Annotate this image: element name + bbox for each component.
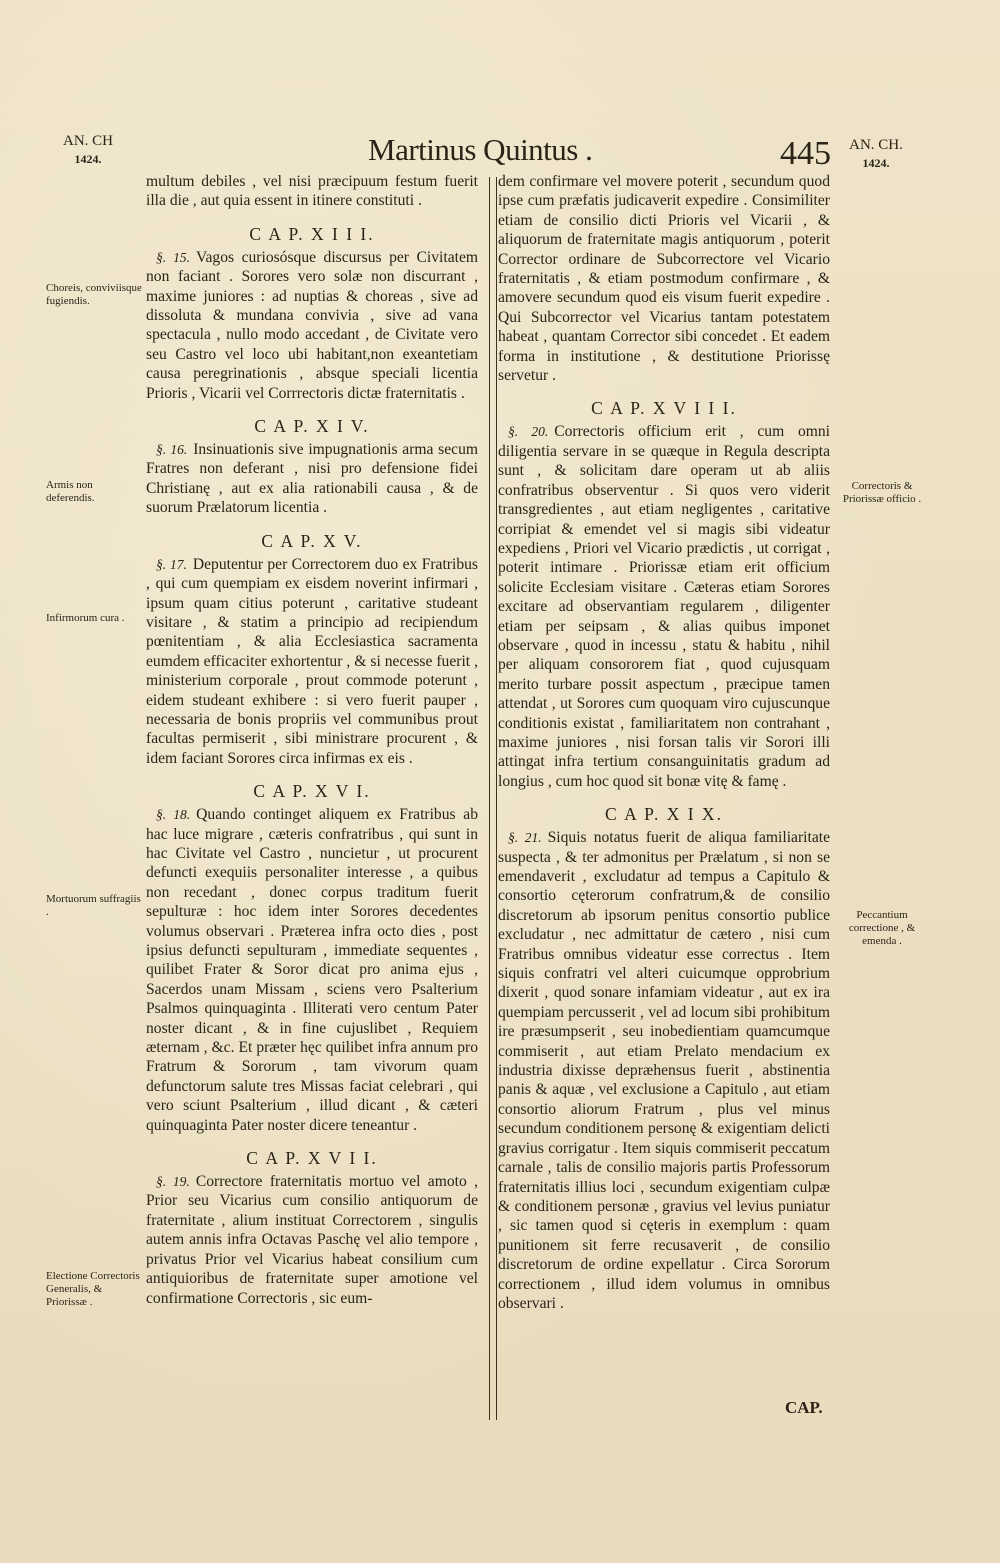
paragraph-text: Correctore fraternitatis mortuo vel amoto , Prior seu Vicarius cum consilio antiquorum de fraternitate , alium instituat Correctorem , singulis autem annis infra Octavas Paschę vel alio tempore , privatus Prior vel Vicarius habeat consilium cum antiquioribus de fraternitate super amotione vel confirmatione Correctoris , sic eum- — [146, 1173, 478, 1307]
paragraph-text: Deputentur per Correctorem duo ex Fratribus , qui cum quempiam ex eisdem noverint infirmari , ipsum quam citius poterunt , caritative studeant visitare , & statim a principio ad recipiendum pœnitentiam , & alia Ecclesiastica sacramenta eumdem efficaciter exhortentur , & si necesse fuerit , ministerium corporale , prout commode poterunt , eidem studeant exhibere : si vero fuerit pauper , necessaria de bonis propriis vel communibus prout facultas permiserit , sibi ministrare procurent , & idem faciant Sorores circa infirmas ex eis . — [146, 555, 478, 767]
margin-note-mortuorum: Mortuorum suffragiis . — [46, 893, 141, 918]
margin-note-choreis: Choreis, conviviisque fugiendis. — [46, 282, 142, 307]
page-title: Martinus Quintus . — [368, 132, 593, 167]
section-number: §. 16. — [156, 442, 188, 458]
anno-christi-label: AN. CH. — [849, 137, 903, 153]
paragraph — [146, 248, 478, 403]
margin-note-infirmorum: Infirmorum cura . — [46, 612, 125, 624]
catchword: CAP. — [785, 1398, 823, 1417]
paragraph — [146, 805, 478, 1135]
paragraph-text: Correctoris officium erit , cum omni diligentia servare in se quæque in Regula descripta sunt , & solicitam dare operam ut ab aliis confratribus observentur . Si quos vero viderit transgredientes , aut etiam negligentes , caritative corripiat & emendet vel si magis sibi videatur expediens , Priori vel Vicario prædictis , ut corrigat , poterit intimare . Priorissæ etiam erit officium solicite Ecclesiam visitare . Cæteras etiam Sorores excitare ad observantiam regularem , diligenter etiam per seipsam , & alias quibus imponet observare , quod in incessu , statu & habitu , nihil per aliquam consororem fiat , quod cujusquam merito turbare possit aspectum , præcipue tamen attendat , ut Sorores cum quoquam viro cujuscunque conditionis existat , familiaritatem non contrahant , maxime juniores , nisi forsan talis vir Sorori illi attingat infra tertium consanguinitatis gradum ad longius , cum hoc quod sit bonæ vitę & famę . — [498, 423, 831, 790]
paragraph: multum debiles , vel nisi præcipuum festum fuerit illa die , aut quia essent in itinere constituti . — [146, 173, 478, 210]
paragraph — [146, 440, 478, 518]
left-column — [146, 172, 478, 1308]
paragraph — [146, 1172, 478, 1308]
paragraph — [498, 422, 830, 791]
running-head-right — [836, 136, 916, 172]
chapter-heading: C A P. X V I I. — [246, 1148, 378, 1169]
margin-note-correctoris: Correctoris & Priorissæ officio . — [842, 480, 922, 505]
section-number: §. 17. — [156, 556, 187, 572]
chapter-heading: C A P. X I X. — [605, 804, 723, 825]
anno-christi-label: AN. CH — [62, 133, 113, 149]
page-number: 445 — [780, 135, 831, 172]
section-number: §. 19. — [156, 1174, 190, 1190]
paragraph: dem confirmare vel movere poterit , secundum quod ipse cum præfatis judicaverit expedire . Consimiliter etiam de consilio dicti Prioris vel Vicarii , & aliquorum de fraternitate magis antiquorum , poterit Corrector ordinare de Subcorrectore vel Vicario fraternitatis , & etiam postmodum confirmare , & amovere secundum quod eis visum fuerit expedire . Qui Subcorrector vel Vicarius tantam potestatem habeat , quantam Corrector sibi concedet . Et eadem forma in institutione , & destitutione Priorissę servetur . — [498, 173, 830, 385]
column-divider — [489, 177, 497, 1420]
right-column — [498, 172, 830, 1313]
section-number: §. 18. — [156, 807, 191, 823]
paragraph-text: Quando continget aliquem ex Fratribus ab hac luce migrare , cæteris confratribus , qui sunt in hac Civitate vel Castro , nuncietur , ut procurent defuncti exequiis personaliter interesse , a quibus non recedant , donec corpus traditum fuerit sepulturæ : hoc idem inter Sorores decedentes volumus observari . Præterea infra octo dies , post ipsius defuncti sepulturam , immediate sequentes , quilibet Frater & Soror dicat pro anima ejus , Sacerdos unam Missam , sciens vero Psalterium Psalmos quinquaginta . Illiterati vero centum Pater noster dicant , & in fine cujuslibet , Requiem æternam , &c. Et præter hęc quilibet infra annum pro Fratrum & Sororum , tam vivorum quam defunctorum salute tres Missas faciat celebrari , qui vero sciunt Psalterium , illud dicant , & cæteri quinquaginta Pater noster dicere teneantur . — [146, 806, 478, 1134]
section-number: §. 20. — [508, 424, 549, 440]
paragraph-text: Siquis notatus fuerit de aliqua familiaritate suspecta , & ter admonitus per Prælatum , si non se emendaverit , excludatur ad tempus a Capitulo & consortio cęterorum confratrum,& de consilio discretorum ab ipsorum penitus consortio publice excludatur , nec admittatur de cætero , nisi cum Fratribus omnibus videatur esse correctus . Item siquis confratri vel alteri cuicumque opprobrium dixerit , quod sonare infamiam videatur , aut ex ira quempiam percusserit , vel ad locum sibi prohibitum ire præsumpserit , seu inobedientiam quamcumque commiserit , aut etiam Prelato mendacium ex industria dixisse depræhensus fuerit , abstinentia panis & aquæ , vel exclusione a Capitulo , aut etiam consortio aliorum Fratrum , plus vel minus secundum conditionem personę & exigentiam delicti gravius corrigatur . Item siquis commiserit peccatum carnale , talis de consilio majoris partis Professorum fraternitatis illius loci , secundum exigentiam culpæ & conditionem personæ , gravius vel levius puniatur , sic tamen quod si cęteris in exemplum : quam punitionem sit ferre recusaverit , de consilio discretorum de ordine expellatur . Circa Sororum correctionem , illud idem volumus in omnibus observari . — [498, 829, 830, 1312]
section-number: §. 21. — [508, 830, 542, 846]
chapter-heading: C A P. X I I I. — [249, 223, 375, 244]
chapter-heading: C A P. X I V. — [254, 416, 370, 437]
paragraph — [498, 828, 830, 1313]
paragraph-text: Insinuationis sive impugnationis arma secum Fratres non deferant , nisi pro defensione fidei Christianę , aut ex alia rationabili causa , & de suorum Prælatorum licentia . — [146, 441, 479, 517]
paragraph-text: Vagos curiosósque discursus per Civitatem non faciant . Sorores vero solæ non discurrant , maxime juniores : ad nuptias & choreas , sive ad dissoluta & mundana convivia , sive ad vana spectacula , nullo modo accedant , de Civitate vero seu Castro vel loco ubi habitant,non exeantetiam causa peregrinationis , absque speciali licentia Prioris , Vicarii vel Corrrectoris dictæ fraternitatis . — [146, 248, 478, 402]
chapter-heading: C A P. X V I. — [253, 781, 371, 802]
year-label: 1424. — [74, 152, 102, 166]
running-head-left — [38, 132, 138, 168]
margin-note-peccantium: Peccantium correctione , & emenda . — [848, 909, 916, 947]
chapter-heading: C A P. X V. — [261, 530, 363, 551]
paragraph — [146, 555, 478, 768]
margin-note-armis: Armis non deferendis. — [46, 479, 95, 504]
margin-note-electione: Electione Correctoris Generalis, & Priorissæ . — [46, 1270, 140, 1308]
chapter-heading: C A P. X V I I I. — [591, 398, 737, 419]
year-label: 1424. — [862, 156, 890, 170]
section-number: §. 15. — [156, 249, 190, 265]
